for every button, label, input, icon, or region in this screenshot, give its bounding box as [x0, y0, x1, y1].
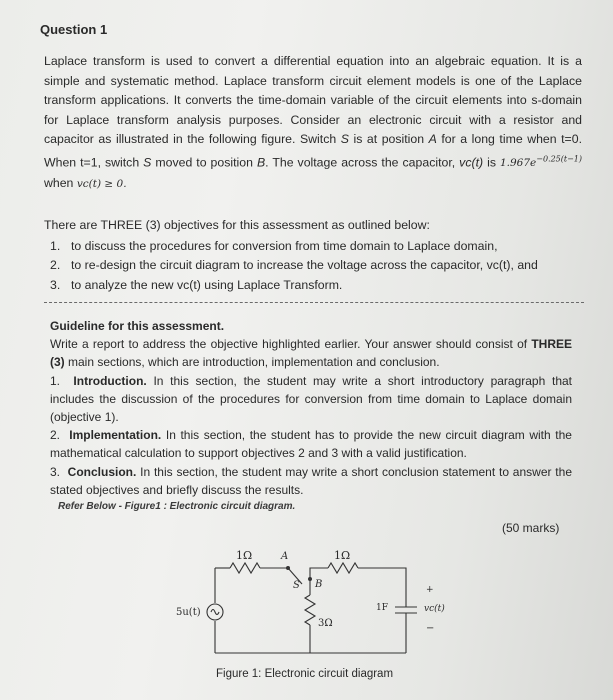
objectives-list [50, 237, 538, 295]
switch-var-2: S [143, 155, 152, 170]
dashed-divider [44, 302, 584, 303]
figure-caption: Figure 1: Electronic circuit diagram [216, 668, 394, 680]
wire-top-right [358, 568, 406, 607]
capacitor-label: 1F [376, 603, 388, 613]
guideline-lead-text: Write a report to address the objective highlighted earlier. Your answer should consist of [50, 337, 532, 352]
source-label: 5u(t) [176, 607, 201, 618]
minus-sign: − [426, 623, 435, 634]
source-sine [211, 610, 219, 615]
guideline-item-number: 1. [50, 373, 61, 388]
guideline-item-number: 2. [50, 428, 61, 443]
objective-item [50, 276, 538, 295]
switch-label: S [293, 580, 300, 591]
guideline-lead-bold: THREE (3) [50, 337, 572, 370]
node-a-label: A [281, 551, 289, 562]
expr-exponent: −0.25(t−1) [536, 154, 583, 164]
expr-base: 1.967e [499, 157, 537, 170]
node-a-dot [286, 566, 290, 570]
intro-text-6: moved to position [151, 155, 257, 170]
guideline-section [50, 317, 572, 499]
objective-number: 3. [50, 277, 61, 292]
intro-text-1: Laplace transform is used to convert a differential equation into an algebraic equation. It is a simple and systematic method. Laplace transform circuit element models is one of the Laplace transform applications. It converts the time-domain variable of the circuit elements into s-domain for Laplace transform analysis purposes. Consider an electronic circuit with a resistor and capacitor as illustrated in the following figure. Switch [44, 54, 582, 147]
resistor-r1 [230, 563, 260, 573]
guideline-item-text: In this section, the student may write a short conclusion statement to answer the stated objectives and briefly discuss the results. [50, 464, 572, 497]
guideline-title: Guideline for this assessment. [50, 319, 225, 333]
r3-label: 3Ω [318, 618, 333, 629]
resistor-r2 [328, 563, 358, 573]
guideline-item-name: Introduction. [73, 373, 147, 388]
node-b-label: B [315, 579, 323, 590]
intro-text-2: is at position [348, 132, 429, 147]
question-title: Question 1 [40, 22, 108, 37]
wire-node-b [310, 568, 328, 579]
guideline-item-name: Implementation. [69, 428, 162, 443]
objective-text: to re-design the circuit diagram to increase the voltage across the capacitor, vc(t), and [71, 258, 538, 273]
objective-item [50, 237, 538, 256]
position-b-var: B [256, 155, 266, 170]
objective-number: 1. [50, 239, 61, 253]
guideline-lead [50, 335, 572, 371]
guideline-item [50, 426, 572, 462]
intro-text-8: is [483, 155, 500, 170]
r2-label: 1Ω [334, 549, 351, 562]
guideline-item-text: In this section, the student has to provide the new circuit diagram with the mathematical calculation to support objectives 2 and 3 with a valid justification. [50, 428, 572, 461]
plus-sign: + [426, 585, 434, 595]
vc-label: vc(t) [424, 604, 445, 614]
voltage-expression [499, 154, 583, 170]
node-b-dot [308, 577, 312, 581]
objective-text: to discuss the procedures for conversion from time domain to Laplace domain, [71, 239, 498, 253]
vc-var: vc(t) [459, 155, 484, 170]
objective-number: 2. [50, 258, 61, 273]
guideline-item [50, 372, 572, 427]
intro-text-7: . The voltage across the capacitor, [265, 155, 460, 170]
voltage-condition: vc(t) ≥ 0. [76, 178, 127, 191]
t1-value: t=1 [80, 155, 98, 170]
intro-text-4: . When [44, 132, 582, 170]
t0-value: t=0 [561, 132, 579, 147]
intro-text-9: when [44, 176, 77, 191]
question-intro [44, 52, 582, 195]
position-a-var: A [428, 132, 437, 147]
intro-text-3: for a long time when [436, 132, 562, 147]
marks-label: (50 marks) [502, 521, 560, 535]
objectives-intro: There are THREE (3) objectives for this assessment as outlined below: [44, 218, 430, 232]
resistor-r3 [305, 595, 315, 625]
r1-label: 1Ω [236, 549, 253, 562]
guideline-lead-text-2: main sections, which are introduction, implementation and conclusion. [64, 355, 440, 370]
guideline-item-text: In this section, the student may write a short introductory paragraph that includes the discussion of the procedures for conversion from time domain to Laplace domain (objective 1). [50, 373, 572, 425]
guideline-item-name: Conclusion. [67, 464, 137, 479]
intro-text-5: , switch [97, 155, 144, 170]
switch-var: S [340, 132, 349, 147]
guideline-item-number: 3. [50, 464, 61, 479]
objective-text: to analyze the new vc(t) using Laplace Transform. [71, 277, 343, 292]
circuit-diagram [150, 535, 460, 665]
refer-figure-note: Refer Below - Figure1 : Electronic circuit diagram. [58, 501, 296, 512]
objective-item [50, 256, 538, 275]
guideline-item [50, 463, 572, 499]
